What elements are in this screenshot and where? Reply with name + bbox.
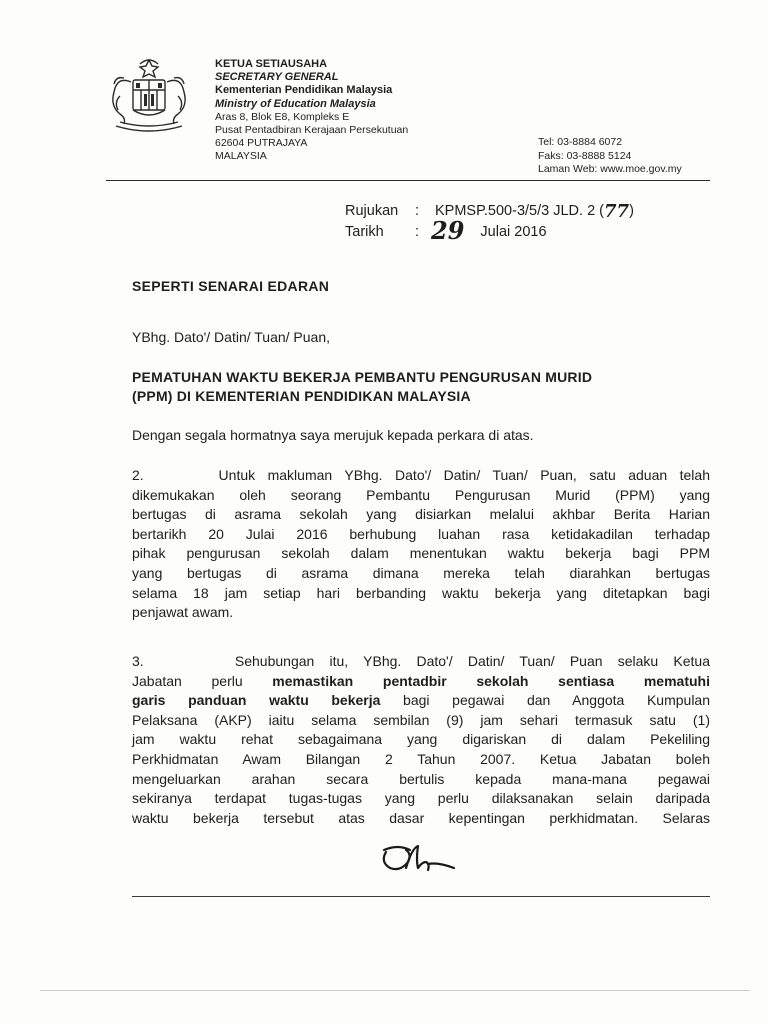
paragraph-line xyxy=(132,672,710,692)
paragraph-2 xyxy=(132,466,710,623)
opening-line: Dengan segala hormatnya saya merujuk kepada perkara di atas. xyxy=(132,427,534,443)
letterhead-divider xyxy=(106,180,710,181)
handwritten-initials xyxy=(376,838,460,882)
reference-row xyxy=(345,201,634,222)
paragraph-line: Pelaksana (AKP) iaitu selama sembilan (9) jam sehari termasuk satu (1) xyxy=(132,711,710,728)
fax: Faks: 03-8888 5124 xyxy=(538,149,632,162)
rujukan-label: Rujukan xyxy=(345,203,399,219)
letterhead-ministry-en: Ministry of Education Malaysia xyxy=(215,97,376,110)
paragraph-text: Jabatan perlu xyxy=(132,672,273,689)
paragraph-line: yang bertugas di asrama dimana mereka telah diarahkan bertugas xyxy=(132,564,710,581)
telephone: Tel: 03-8884 6072 xyxy=(538,136,623,148)
paragraph-line: pihak pengurusan sekolah dalam menentukan waktu bekerja bagi PPM xyxy=(132,545,710,562)
recipient-heading: SEPERTI SENARAI EDARAN xyxy=(132,278,330,294)
emphasis-text: memastikan pentadbir sekolah sentiasa mematuhi xyxy=(272,672,710,689)
rujukan-colon: : xyxy=(415,203,420,219)
address-line: Aras 8, Blok E8, Kompleks E xyxy=(215,110,350,123)
website: Laman Web: www.moe.gov.my xyxy=(538,163,682,175)
subject-line: (PPM) DI KEMENTERIAN PENDIDIKAN MALAYSIA xyxy=(132,388,471,404)
salutation: YBhg. Dato'/ Datin/ Tuan/ Puan, xyxy=(132,329,331,345)
paragraph-line: dikemukakan oleh seorang Pembantu Pengurusan Murid (PPM) yang xyxy=(132,486,710,503)
footer-divider xyxy=(132,896,710,897)
contact-block xyxy=(538,136,682,177)
paragraph-line: bertugas di asrama sekolah yang disiarkan melalui akhbar Berita Harian xyxy=(132,506,710,523)
paragraph-line: penjawat awam. xyxy=(132,604,234,621)
paragraph-line: waktu bekerja tersebut atas dasar kepentingan perkhidmatan. Selaras xyxy=(132,809,710,826)
rujukan-value: KPMSP.500-3/5/3 JLD. 2 ( xyxy=(435,203,604,219)
letterhead-ministry: Kementerian Pendidikan Malaysia xyxy=(215,84,393,97)
address-line: 62604 PUTRAJAYA xyxy=(215,137,308,150)
address-line: MALAYSIA xyxy=(215,150,267,163)
rujukan-close: ) xyxy=(629,203,634,219)
emphasis-text: garis panduan waktu bekerja xyxy=(132,692,381,709)
paragraph-line: selama 18 jam setiap hari berbanding waktu bekerja yang ditetapkan bagi xyxy=(132,584,710,601)
paragraph-text: bagi pegawai dan Anggota Kumpulan xyxy=(380,692,711,709)
address-line: Pusat Pentadbiran Kerajaan Persekutuan xyxy=(215,124,409,137)
letterhead-title: KETUA SETIAUSAHA xyxy=(215,58,328,70)
tarikh-month-year: Julai 2016 xyxy=(480,224,547,240)
letterhead-title-en: SECRETARY GENERAL xyxy=(215,71,339,84)
tarikh-colon: : xyxy=(415,224,420,240)
paragraph-line: bertarikh 20 Julai 2016 berhubung luahan rasa ketidakadilan terhadap xyxy=(132,525,710,542)
date-row xyxy=(345,216,634,245)
rujukan-number-handwritten: 77 xyxy=(604,201,630,222)
malaysia-coat-of-arms-icon xyxy=(102,56,196,136)
subject-line: PEMATUHAN WAKTU BEKERJA PEMBANTU PENGURUSAN MURID xyxy=(132,369,593,385)
page-edge-line xyxy=(40,990,750,991)
reference-block xyxy=(345,201,634,243)
paragraph-line: sekiranya terdapat tugas-tugas yang perlu dilaksanakan selain daripada xyxy=(132,790,710,807)
paragraph-3 xyxy=(132,652,710,828)
paragraph-line xyxy=(132,691,710,711)
paragraph-line: 3. Sehubungan itu, YBhg. Dato'/ Datin/ Tuan/ Puan selaku Ketua xyxy=(132,653,710,669)
paragraph-line: 2. Untuk makluman YBhg. Dato'/ Datin/ Tuan/ Puan, satu aduan telah xyxy=(132,467,710,483)
tarikh-label: Tarikh xyxy=(345,224,384,240)
paragraph-line: mengeluarkan arahan secara bertulis kepada mana-mana pegawai xyxy=(132,770,710,787)
letterhead xyxy=(215,58,408,164)
tarikh-day-handwritten: 29 xyxy=(431,216,465,245)
subject-heading xyxy=(132,368,710,406)
paragraph-line: Perkhidmatan Awam Bilangan 2 Tahun 2007. Ketua Jabatan boleh xyxy=(132,750,710,767)
paragraph-line: jam waktu rehat sebagaimana yang digariskan di dalam Pekeliling xyxy=(132,731,710,748)
